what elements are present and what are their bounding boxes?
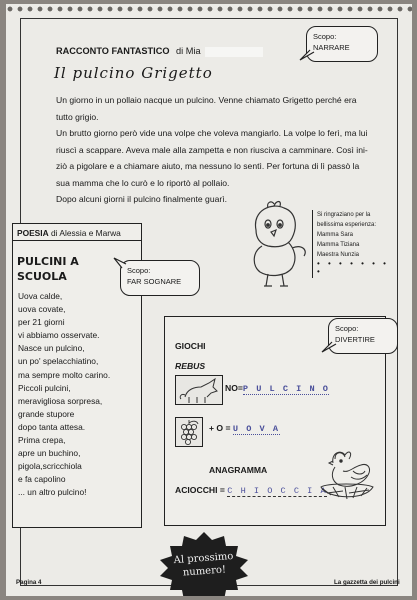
thanks-name: Maestra Nunzia (317, 252, 360, 258)
poem-title-line: PULCINI A (17, 255, 79, 268)
story-line: tutto grigio. (56, 111, 99, 122)
scopo-poem-label: Scopo: (127, 266, 151, 275)
poem-line: Uova calde, (18, 291, 63, 301)
poem-lines (18, 290, 110, 500)
chick-drawing-icon (238, 200, 318, 292)
thanks-name: Mamma Sara (317, 232, 354, 238)
scopo-poem-tail (112, 256, 128, 270)
scopo-games-label: Scopo: (335, 324, 359, 333)
games-title: GIOCHI (175, 341, 206, 351)
scopo-story-value: NARRARE (313, 43, 350, 52)
poem-line: grande stupore (18, 408, 75, 419)
publication-name: La gazzetta dei pulcini (334, 579, 400, 586)
poem-authors: di Alessia e Marwa (50, 228, 121, 238)
poem-line: Piccoli pulcini, (18, 382, 71, 393)
anagram-equation (175, 485, 327, 496)
thanks-name: Mamma Tiziana (317, 242, 360, 248)
rebus2-answer: U O V A (232, 424, 280, 434)
story-header-title: RACCONTO FANTASTICO (56, 46, 170, 56)
scopo-games-bubble (328, 318, 398, 354)
scopo-poem-value: FAR SOGNARE (127, 277, 182, 286)
next-issue-line: numero! (182, 564, 227, 579)
poem-header (17, 228, 121, 238)
rebus-animal-picture-icon (175, 375, 223, 405)
poem-title-line: SCUOLA (17, 270, 67, 283)
story-line: Dopo alcuni giorni il pulcino finalmente guarì. (56, 194, 228, 204)
page-number: Pagina 4 (16, 579, 42, 586)
story-text (56, 92, 391, 208)
rebus-label: REBUS (175, 361, 206, 371)
poem-line: e fa capolino (18, 474, 66, 485)
poem-line: meravigliosa sorpresa, (18, 395, 103, 406)
poem-line: Nasce un pulcino, (18, 343, 85, 354)
poem-line: dopo tanta attesa. (18, 421, 86, 432)
rebus2-mid: + O = (209, 423, 231, 433)
poem-line: per 21 giorni (18, 317, 65, 328)
story-line: Un brutto giorno però vide una volpe che voleva mangiarlo. La volpe lo ferì, ma lui (56, 128, 368, 138)
poem-line: apre un buchino, (18, 448, 81, 459)
story-line: sua mamma che lo curò e lo riportò al pollaio. (56, 177, 230, 188)
rebus1-equation (225, 383, 329, 394)
poem-line: vi abbiamo osservate. (18, 330, 100, 341)
anagram-answer: C H I O C C I A (227, 486, 328, 496)
newspaper-page (6, 4, 412, 596)
anagram-word: ACIOCCHI = (175, 485, 225, 495)
scopo-games-tail (320, 340, 338, 354)
poem-title (17, 254, 79, 284)
thanks-intro: Si ringraziano per la bellissima esperienza: (317, 212, 377, 228)
poem-line: Prima crepa, (18, 435, 66, 446)
scopo-story-tail (298, 48, 318, 62)
thanks-box (312, 210, 395, 278)
poem-line: ... un altro pulcino! (18, 487, 87, 498)
rebus2-equation (209, 423, 280, 434)
redacted-name (205, 47, 263, 57)
poem-header-label: POESIA (17, 228, 49, 238)
story-line: riuscì a scappare. Aveva male alla zampetta e non riusciva a camminare. Così ini- (56, 144, 368, 155)
perforation-holes (6, 4, 412, 14)
thanks-dots: • • • • • • • • (317, 259, 389, 276)
poem-divider (13, 240, 141, 241)
hen-on-nest-icon (313, 443, 379, 505)
rebus-grapes-picture-icon (175, 417, 203, 447)
story-title: Il pulcino Grigetto (54, 64, 213, 82)
scopo-games-value: DIVERTIRE (335, 335, 375, 344)
story-header-author: di Mia (176, 46, 201, 56)
poem-line: uova covate, (18, 304, 66, 315)
rebus1-answer: P U L C I N O (242, 384, 330, 394)
next-issue-line: Al prossimo (173, 550, 234, 567)
poem-line: un po' spelacchiatino, (18, 356, 99, 367)
scopo-story-label: Scopo: (313, 32, 337, 41)
anagram-label: ANAGRAMMA (209, 465, 268, 475)
poem-line: pigola,scricchiola (18, 461, 82, 472)
rebus1-suffix: NO= (225, 383, 243, 393)
story-line: ziò a pigolare e a chiamare aiuto, ma nessuno lo sentì. Per fortuna di lì passò la (56, 161, 360, 171)
story-line: Un giorno in un pollaio nacque un pulcino. Venne chiamato Grigetto perché era (56, 95, 357, 105)
story-header (56, 46, 263, 57)
scopo-poem-bubble (120, 260, 200, 296)
poem-line: ma sempre molto carino. (18, 369, 111, 380)
